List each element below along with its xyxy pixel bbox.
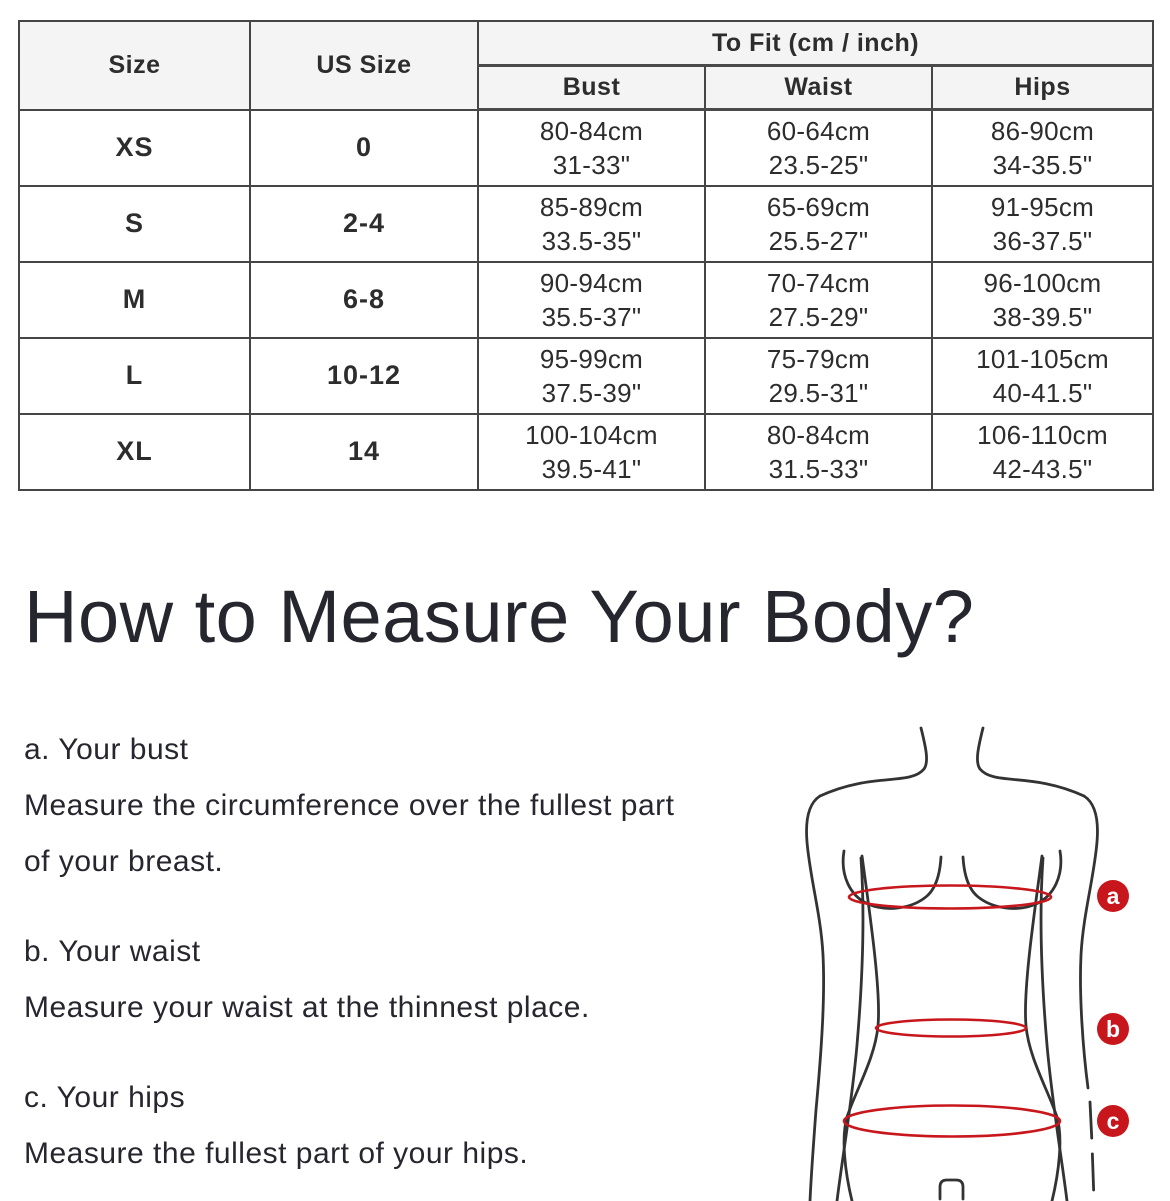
badge-b-label: b — [1105, 1016, 1121, 1042]
col-header-waist: Waist — [705, 66, 932, 110]
table-row-s — [19, 186, 1153, 262]
badge-a-label: a — [1106, 883, 1120, 909]
bust-cm: 95-99cm — [539, 343, 644, 374]
us-size-cell: 10-12 — [250, 338, 478, 414]
instruction-waist-label: b. Your waist — [24, 935, 201, 968]
badge-c-label: c — [1106, 1108, 1120, 1134]
hips-cell — [932, 110, 1153, 186]
measure-instructions — [24, 722, 704, 1182]
size-cell: L — [19, 338, 250, 414]
instruction-waist — [24, 924, 704, 1036]
bust-in: 31-33" — [552, 149, 631, 180]
neck-right-line — [977, 728, 1084, 796]
instruction-bust — [24, 722, 704, 890]
right-arm-outer-dashed-line — [1090, 1102, 1094, 1201]
hips-cell — [932, 338, 1153, 414]
us-size-cell: 0 — [250, 110, 478, 186]
right-torso-line — [1025, 856, 1059, 1201]
navel-line — [940, 1180, 963, 1199]
instruction-hips-label: c. Your hips — [24, 1081, 186, 1114]
waist-in: 27.5-29" — [768, 301, 869, 332]
instruction-hips-desc: Measure the fullest part of your hips. — [24, 1137, 529, 1170]
page-title: How to Measure Your Body? — [24, 575, 975, 658]
size-cell: XL — [19, 414, 250, 490]
waist-in: 23.5-25" — [768, 149, 869, 180]
header-row-top — [19, 21, 1153, 66]
size-cell: S — [19, 186, 250, 262]
bust-cell — [478, 338, 705, 414]
hips-cell — [932, 414, 1153, 490]
badge-b — [1097, 1013, 1129, 1045]
col-header-to-fit: To Fit (cm / inch) — [478, 21, 1153, 66]
instruction-hips — [24, 1070, 704, 1182]
bust-cm: 90-94cm — [539, 267, 644, 298]
waist-cell — [705, 414, 932, 490]
waist-cell — [705, 186, 932, 262]
waist-in: 25.5-27" — [768, 225, 869, 256]
table-row-xl — [19, 414, 1153, 490]
waist-cm: 70-74cm — [766, 267, 871, 298]
hips-cell — [932, 262, 1153, 338]
table-row-m — [19, 262, 1153, 338]
hips-cm: 86-90cm — [990, 115, 1095, 146]
waist-cm: 65-69cm — [766, 191, 871, 222]
table-row-xs — [19, 110, 1153, 186]
hips-in: 40-41.5" — [992, 377, 1093, 408]
size-chart-table — [18, 20, 1154, 491]
hips-measure-line — [844, 1106, 1060, 1137]
table-row-l — [19, 338, 1153, 414]
instruction-bust-desc: Measure the circumference over the fullest part of your breast. — [24, 789, 675, 878]
body-figure — [780, 710, 1170, 1201]
right-arm-inner-line — [1041, 858, 1067, 1201]
left-torso-line — [844, 856, 878, 1201]
hips-cm: 96-100cm — [983, 267, 1102, 298]
waist-in: 31.5-33" — [768, 453, 869, 484]
bust-in: 35.5-37" — [541, 301, 642, 332]
left-arm-inner-line — [837, 858, 863, 1201]
badge-a — [1097, 880, 1129, 912]
col-header-hips: Hips — [932, 66, 1153, 110]
waist-cell — [705, 338, 932, 414]
size-cell: M — [19, 262, 250, 338]
bust-measure-line — [849, 886, 1051, 909]
col-header-size: Size — [19, 21, 250, 110]
bust-in: 39.5-41" — [541, 453, 642, 484]
hips-in: 42-43.5" — [992, 453, 1093, 484]
us-size-cell: 2-4 — [250, 186, 478, 262]
badge-c — [1097, 1105, 1129, 1137]
measurement-lines — [844, 886, 1060, 1137]
us-size-cell: 6-8 — [250, 262, 478, 338]
waist-cell — [705, 262, 932, 338]
waist-in: 29.5-31" — [768, 377, 869, 408]
waist-cell — [705, 110, 932, 186]
col-header-bust: Bust — [478, 66, 705, 110]
instruction-waist-desc: Measure your waist at the thinnest place. — [24, 991, 590, 1024]
hips-cm: 91-95cm — [990, 191, 1095, 222]
bust-cm: 80-84cm — [539, 115, 644, 146]
hips-cell — [932, 186, 1153, 262]
bust-cell — [478, 262, 705, 338]
neck-left-line — [820, 728, 927, 796]
us-size-cell: 14 — [250, 414, 478, 490]
waist-measure-line — [876, 1020, 1026, 1037]
left-arm-outer-line — [807, 796, 824, 1201]
figure-outline — [807, 728, 1098, 1201]
hips-in: 34-35.5" — [992, 149, 1093, 180]
hips-in: 38-39.5" — [992, 301, 1093, 332]
bust-in: 37.5-39" — [541, 377, 642, 408]
hips-cm: 101-105cm — [976, 343, 1109, 374]
left-breast-line — [843, 851, 941, 908]
waist-cm: 60-64cm — [766, 115, 871, 146]
size-cell: XS — [19, 110, 250, 186]
right-arm-outer-line — [1080, 796, 1097, 1088]
waist-cm: 80-84cm — [766, 419, 871, 450]
bust-cm: 85-89cm — [539, 191, 644, 222]
hips-in: 36-37.5" — [992, 225, 1093, 256]
bust-in: 33.5-35" — [541, 225, 642, 256]
instruction-bust-label: a. Your bust — [24, 733, 189, 766]
figure-badges — [1097, 880, 1129, 1137]
bust-cell — [478, 414, 705, 490]
bust-cell — [478, 186, 705, 262]
col-header-us-size: US Size — [250, 21, 478, 110]
hips-cm: 106-110cm — [977, 419, 1108, 450]
waist-cm: 75-79cm — [766, 343, 871, 374]
bust-cell — [478, 110, 705, 186]
bust-cm: 100-104cm — [525, 419, 658, 450]
